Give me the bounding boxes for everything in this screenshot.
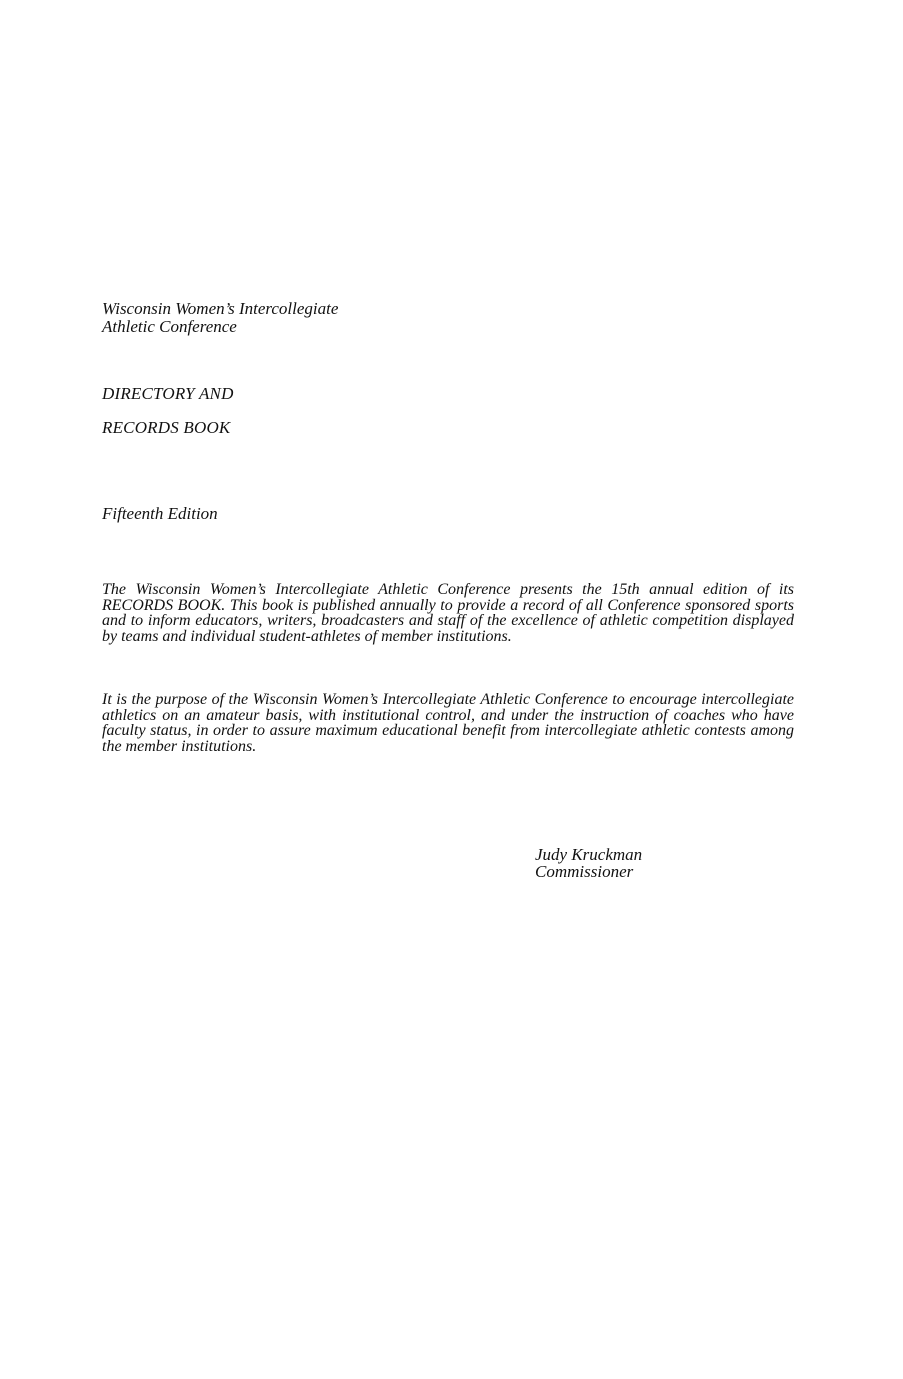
signature-block (535, 846, 642, 880)
edition-label: Fifteenth Edition (102, 504, 218, 523)
organization-title-line-1: Wisconsin Women’s Intercollegiate (102, 299, 339, 318)
organization-title (102, 300, 338, 336)
organization-title-line-2: Athletic Conference (102, 317, 237, 336)
intro-paragraph: The Wisconsin Women’s Intercollegiate Athletic Conference presents the 15th annual edition of its RECORDS BOOK. This book is published annually to provide a record of all Conference sponsored sports and to inform educators, writers, broadcasters and staff of the excellence of athletic competition displayed by teams and individual student-athletes of member institutions. (102, 581, 794, 645)
signature-title: Commissioner (535, 862, 634, 881)
purpose-paragraph: It is the purpose of the Wisconsin Women’s Intercollegiate Athletic Conference to encourage intercollegiate athletics on an amateur basis, with institutional control, and under the instruction of coaches who have faculty status, in order to assure maximum educational benefit from intercollegiate athletic contests among the member institutions. (102, 691, 794, 755)
document-title-line-1: DIRECTORY AND (102, 384, 234, 403)
document-title-line-2: RECORDS BOOK (102, 418, 231, 437)
signature-name: Judy Kruckman (535, 845, 643, 864)
